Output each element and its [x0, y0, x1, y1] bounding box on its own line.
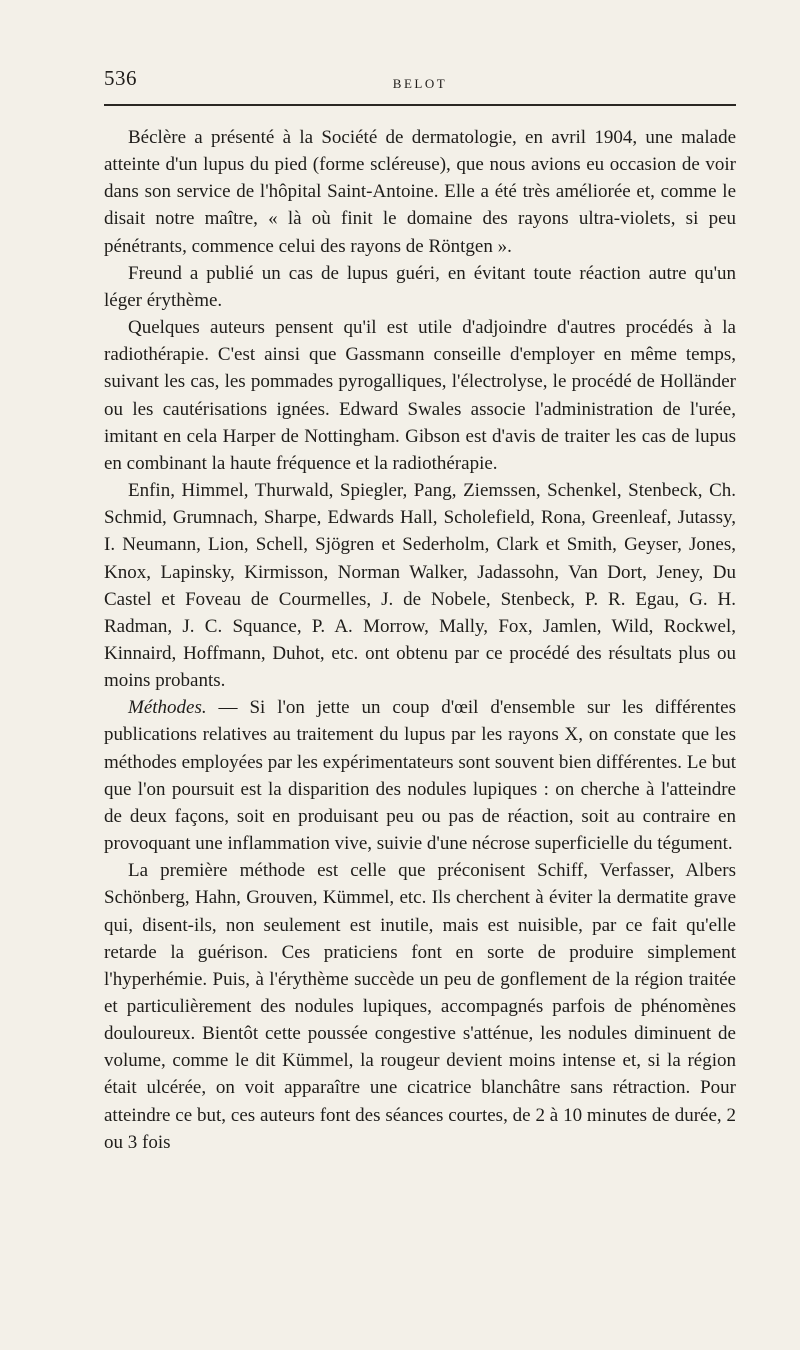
paragraph-authors-list: Enfin, Himmel, Thurwald, Spiegler, Pang, Ziemssen, Schenkel, Stenbeck, Ch. Schmid, Grumnach, Sharpe, Edwards Hall, Scholefield, Rona, Greenleaf, Jutassy, I. Neumann, Lion, Schell, Sjögren et Sederholm, Clark et Smith, Geyser, Jones, Knox, Lapinsky, Kirmisson, Norman Walker, Jadassohn, Van Dort, Jeney, Du Castel et Foveau de Courmelles, J. de Nobele, Stenbeck, P. R. Egau, G. H. Radman, J. C. Squance, P. A. Morrow, Mally, Fox, Jamlen, Wild, Rockwel, Kinnaird, Hoffmann, Duhot, etc. ont obtenu par ce procédé des résultats plus ou moins probants. [104, 480, 736, 692]
methods-text: — Si l'on jette un coup d'œil d'ensemble sur les différentes publications relatives au traitement du lupus par les rayons X, on constate que les méthodes employées par les expérimentateurs sont souvent bien différentes. Le but que l'on poursuit est la disparition des nodules lupiques : on cherche à l'atteindre de deux façons, soit en produisant peu ou pas de réaction, soit au contraire en provoquant une inflammation vive, suivie d'une nécrose superficielle du tégument. [104, 697, 736, 855]
paragraph-adjuncts: Quelques auteurs pensent qu'il est utile d'adjoindre d'autres procédés à la radiothérapie. C'est ainsi que Gassmann conseille d'employer en même temps, suivant les cas, les pommades pyrogalliques, l'électrolyse, le procédé de Holländer ou les cautérisations ignées. Edward Swales associe l'administration de l'urée, imitant en cela Harper de Nottingham. Gibson est d'avis de traiter les cas de lupus en combinant la haute fréquence et la radiothérapie. [104, 317, 736, 474]
body-text [104, 124, 736, 1156]
page-header [104, 66, 736, 106]
paragraph-freund: Freund a publié un cas de lupus guéri, en évitant toute réaction autre qu'un léger érythème. [104, 262, 736, 311]
paragraph-methods [104, 694, 736, 857]
paragraph-beclere: Béclère a présenté à la Société de dermatologie, en avril 1904, une malade atteinte d'un lupus du pied (forme scléreuse), que nous avions eu occasion de voir dans son service de l'hôpital Saint-Antoine. Elle a été très améliorée et, comme le disait notre maître, « là où finit le domaine des rayons ultra-violets, si peu pénétrants, commence celui des rayons de Röntgen ». [104, 127, 736, 257]
paragraph-first-method: La première méthode est celle que préconisent Schiff, Verfasser, Albers Schönberg, Hahn, Grouven, Kümmel, etc. Ils cherchent à éviter la dermatite grave qui, disent-ils, non seulement est inutile, mais est nuisible, par ce fait qu'elle retarde la guérison. Ces praticiens font en sorte de produire simplement l'hyperhémie. Puis, à l'érythème succède un peu de gonflement de la région traitée et particulièrement des nodules lupiques, accompagnés parfois de phénomènes douloureux. Bientôt cette poussée congestive s'atténue, les nodules diminuent de volume, comme le dit Kümmel, la rougeur devient moins intense et, si la région était ulcérée, on voit apparaître une cicatrice blanchâtre sans rétraction. Pour atteindre ce but, ces auteurs font des séances courtes, de 2 à 10 minutes de durée, 2 ou 3 fois [104, 860, 736, 1153]
methods-heading: Méthodes. [128, 697, 207, 719]
running-title: BELOT [392, 76, 448, 91]
page-number: 536 [104, 66, 137, 90]
